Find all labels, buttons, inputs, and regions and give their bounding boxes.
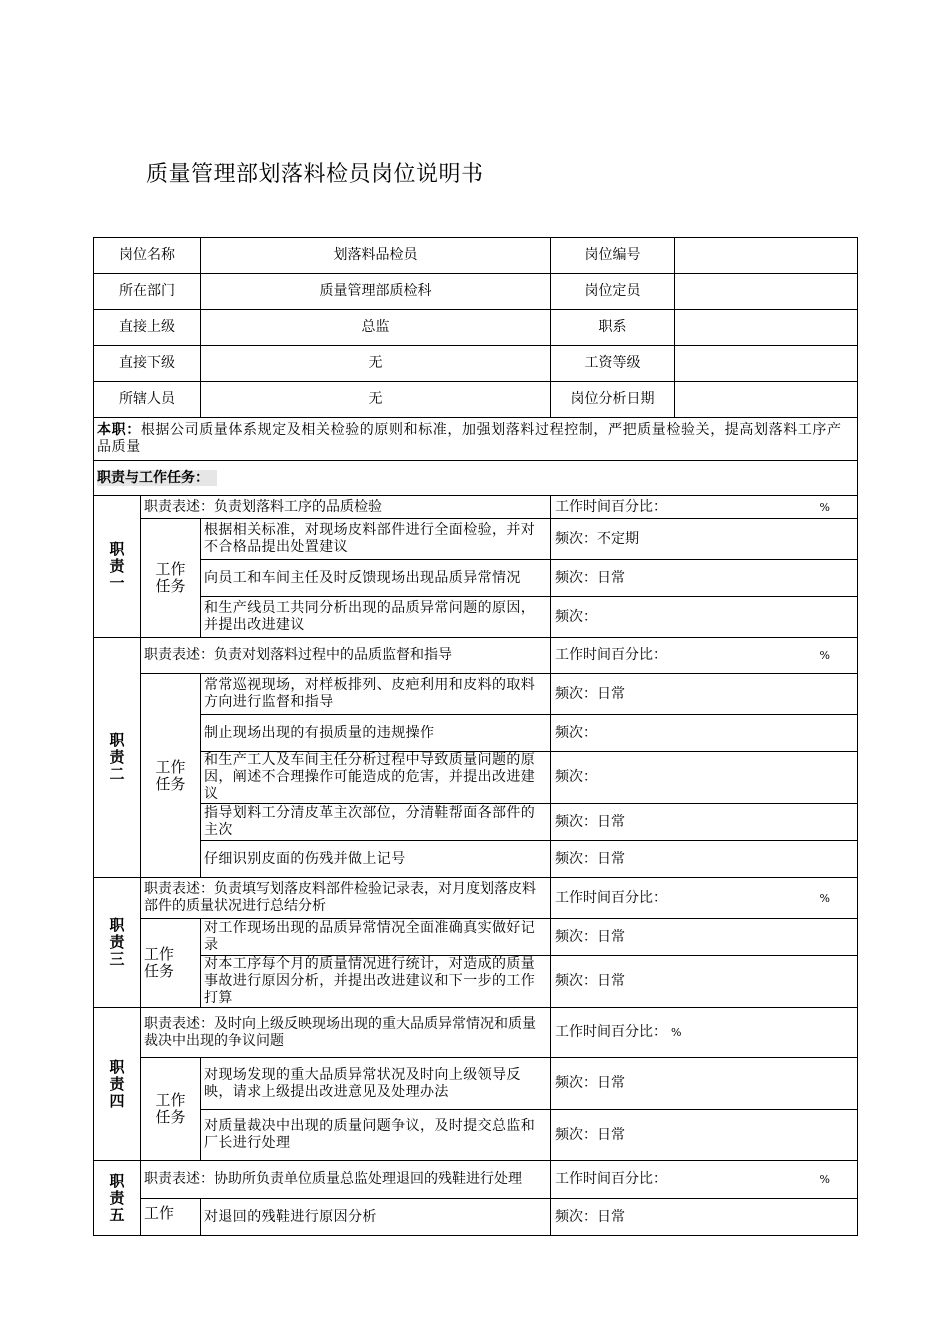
task-text: 仔细识别皮面的伤残并做上记号 (201, 841, 551, 878)
work-time-percent (551, 1008, 858, 1058)
task-row (94, 715, 858, 752)
duty-description: 职责表述：协助所负责单位质量总监处理退回的残鞋进行处理 (141, 1161, 551, 1199)
info-row (94, 274, 858, 310)
duty-label: 职 责 五 (94, 1161, 141, 1236)
duty-label: 职 责 四 (94, 1008, 141, 1161)
duty-label: 职 责 二 (94, 638, 141, 878)
task-frequency: 频次：日常 (551, 956, 858, 1008)
task-frequency: 频次：日常 (551, 804, 858, 841)
task-text: 常常巡视现场，对样板排列、皮疤利用和皮料的取料方向进行监督和指导 (201, 674, 551, 715)
field-value (675, 382, 858, 418)
work-time-percent-label: 工作时间百分比： (555, 1171, 667, 1187)
work-time-percent-label: 工作时间百分比： (555, 498, 667, 515)
field-value (675, 346, 858, 382)
duty-desc-row (94, 496, 858, 519)
task-frequency: 频次：日常 (551, 674, 858, 715)
duty-description: 职责表述：及时向上级反映现场出现的重大品质异常情况和质量裁决中出现的争议问题 (141, 1008, 551, 1058)
task-text: 和生产工人及车间主任分析过程中导致质量问题的原因，阐述不合理操作可能造成的危害，并提出改进建议 (201, 752, 551, 804)
info-row (94, 238, 858, 274)
task-row (94, 1199, 858, 1236)
duty-label: 职 责 一 (94, 496, 141, 638)
percent-unit: % (671, 1026, 682, 1039)
task-text: 根据相关标准，对现场皮料部件进行全面检验，并对不合格品提出处置建议 (201, 519, 551, 560)
task-text: 制止现场出现的有损质量的违规操作 (201, 715, 551, 752)
mission-text: 根据公司质量体系规定及相关检验的原则和标准，加强划落料过程控制，严把质量检验关，提高划落料工序产品质量 (97, 422, 842, 455)
duty-description: 职责表述：负责填写划落皮料部件检验记录表，对月度划落皮料部件的质量状况进行总结分析 (141, 878, 551, 919)
document-title: 质量管理部划落料检员岗位说明书 (146, 162, 484, 187)
mission-cell (94, 418, 858, 461)
duty-description: 职责表述：负责划落料工序的品质检验 (141, 496, 551, 519)
duty-description: 职责表述：负责对划落料过程中的品质监督和指导 (141, 638, 551, 674)
task-frequency: 频次：日常 (551, 1058, 858, 1110)
field-label: 直接下级 (94, 346, 201, 382)
task-text: 对本工序每个月的质量情况进行统计，对造成的质量事故进行原因分析，并提出改进建议和下一步的工作打算 (201, 956, 551, 1008)
info-row (94, 346, 858, 382)
task-row (94, 841, 858, 878)
duty-desc-row (94, 878, 858, 919)
section-title-cell (94, 461, 858, 496)
task-text: 对质量裁决中出现的质量问题争议，及时提交总监和厂长进行处理 (201, 1110, 551, 1161)
percent-unit: % (819, 500, 830, 514)
work-time-percent (551, 878, 858, 919)
task-row (94, 560, 858, 597)
percent-unit: % (819, 649, 830, 662)
task-row (94, 956, 858, 1008)
field-value: 质量管理部质检科 (201, 274, 551, 310)
work-task-label: 工作 任务 (141, 1058, 201, 1161)
task-frequency: 频次：日常 (551, 841, 858, 878)
field-label: 直接上级 (94, 310, 201, 346)
task-row (94, 674, 858, 715)
field-value (675, 274, 858, 310)
task-text: 对工作现场出现的品质异常情况全面准确真实做好记录 (201, 919, 551, 956)
section-title: 职责与工作任务： (97, 470, 217, 486)
task-text: 对现场发现的重大品质异常状况及时向上级领导反映，请求上级提出改进意见及处理办法 (201, 1058, 551, 1110)
duty-desc-row (94, 1161, 858, 1199)
info-row (94, 310, 858, 346)
task-row (94, 752, 858, 804)
work-task-label: 工作 (141, 1199, 201, 1236)
field-value: 无 (201, 346, 551, 382)
work-task-label: 工作 任务 (141, 519, 201, 638)
task-text: 对退回的残鞋进行原因分析 (201, 1199, 551, 1236)
work-time-percent-label: 工作时间百分比： (555, 647, 667, 663)
work-time-percent-label: 工作时间百分比： (555, 889, 667, 906)
work-task-label: 工作 任务 (141, 919, 201, 1008)
work-time-percent-label: 工作时间百分比： (555, 1024, 667, 1040)
work-time-percent (551, 496, 858, 519)
duty-desc-row (94, 638, 858, 674)
task-frequency: 频次： (551, 715, 858, 752)
field-value: 总监 (201, 310, 551, 346)
percent-unit: % (819, 891, 830, 905)
task-row (94, 1058, 858, 1110)
task-frequency: 频次：日常 (551, 560, 858, 597)
task-frequency: 频次：日常 (551, 1199, 858, 1236)
percent-unit: % (819, 1173, 830, 1186)
field-label: 职系 (551, 310, 675, 346)
field-label: 岗位编号 (551, 238, 675, 274)
task-row (94, 804, 858, 841)
work-time-percent (551, 638, 858, 674)
field-label: 所在部门 (94, 274, 201, 310)
section-title-row (94, 461, 858, 496)
work-task-label: 工作 任务 (141, 674, 201, 878)
task-row (94, 1110, 858, 1161)
field-label: 所辖人员 (94, 382, 201, 418)
task-row (94, 919, 858, 956)
task-frequency: 频次：不定期 (551, 519, 858, 560)
task-frequency: 频次： (551, 597, 858, 638)
field-label: 岗位分析日期 (551, 382, 675, 418)
job-description-table (93, 237, 858, 1236)
task-frequency: 频次：日常 (551, 919, 858, 956)
field-label: 工资等级 (551, 346, 675, 382)
field-label: 岗位名称 (94, 238, 201, 274)
field-value (675, 238, 858, 274)
task-text: 向员工和车间主任及时反馈现场出现品质异常情况 (201, 560, 551, 597)
task-text: 和生产线员工共同分析出现的品质异常问题的原因，并提出改进建议 (201, 597, 551, 638)
task-frequency: 频次：日常 (551, 1110, 858, 1161)
duty-desc-row (94, 1008, 858, 1058)
field-value: 无 (201, 382, 551, 418)
duty-label: 职 责 三 (94, 878, 141, 1008)
mission-label: 本职： (97, 422, 141, 438)
task-row (94, 519, 858, 560)
task-frequency: 频次： (551, 752, 858, 804)
field-value (675, 310, 858, 346)
work-time-percent (551, 1161, 858, 1199)
field-value: 划落料品检员 (201, 238, 551, 274)
mission-row (94, 418, 858, 461)
task-row (94, 597, 858, 638)
task-text: 指导划料工分清皮革主次部位，分清鞋帮面各部件的主次 (201, 804, 551, 841)
field-label: 岗位定员 (551, 274, 675, 310)
info-row (94, 382, 858, 418)
